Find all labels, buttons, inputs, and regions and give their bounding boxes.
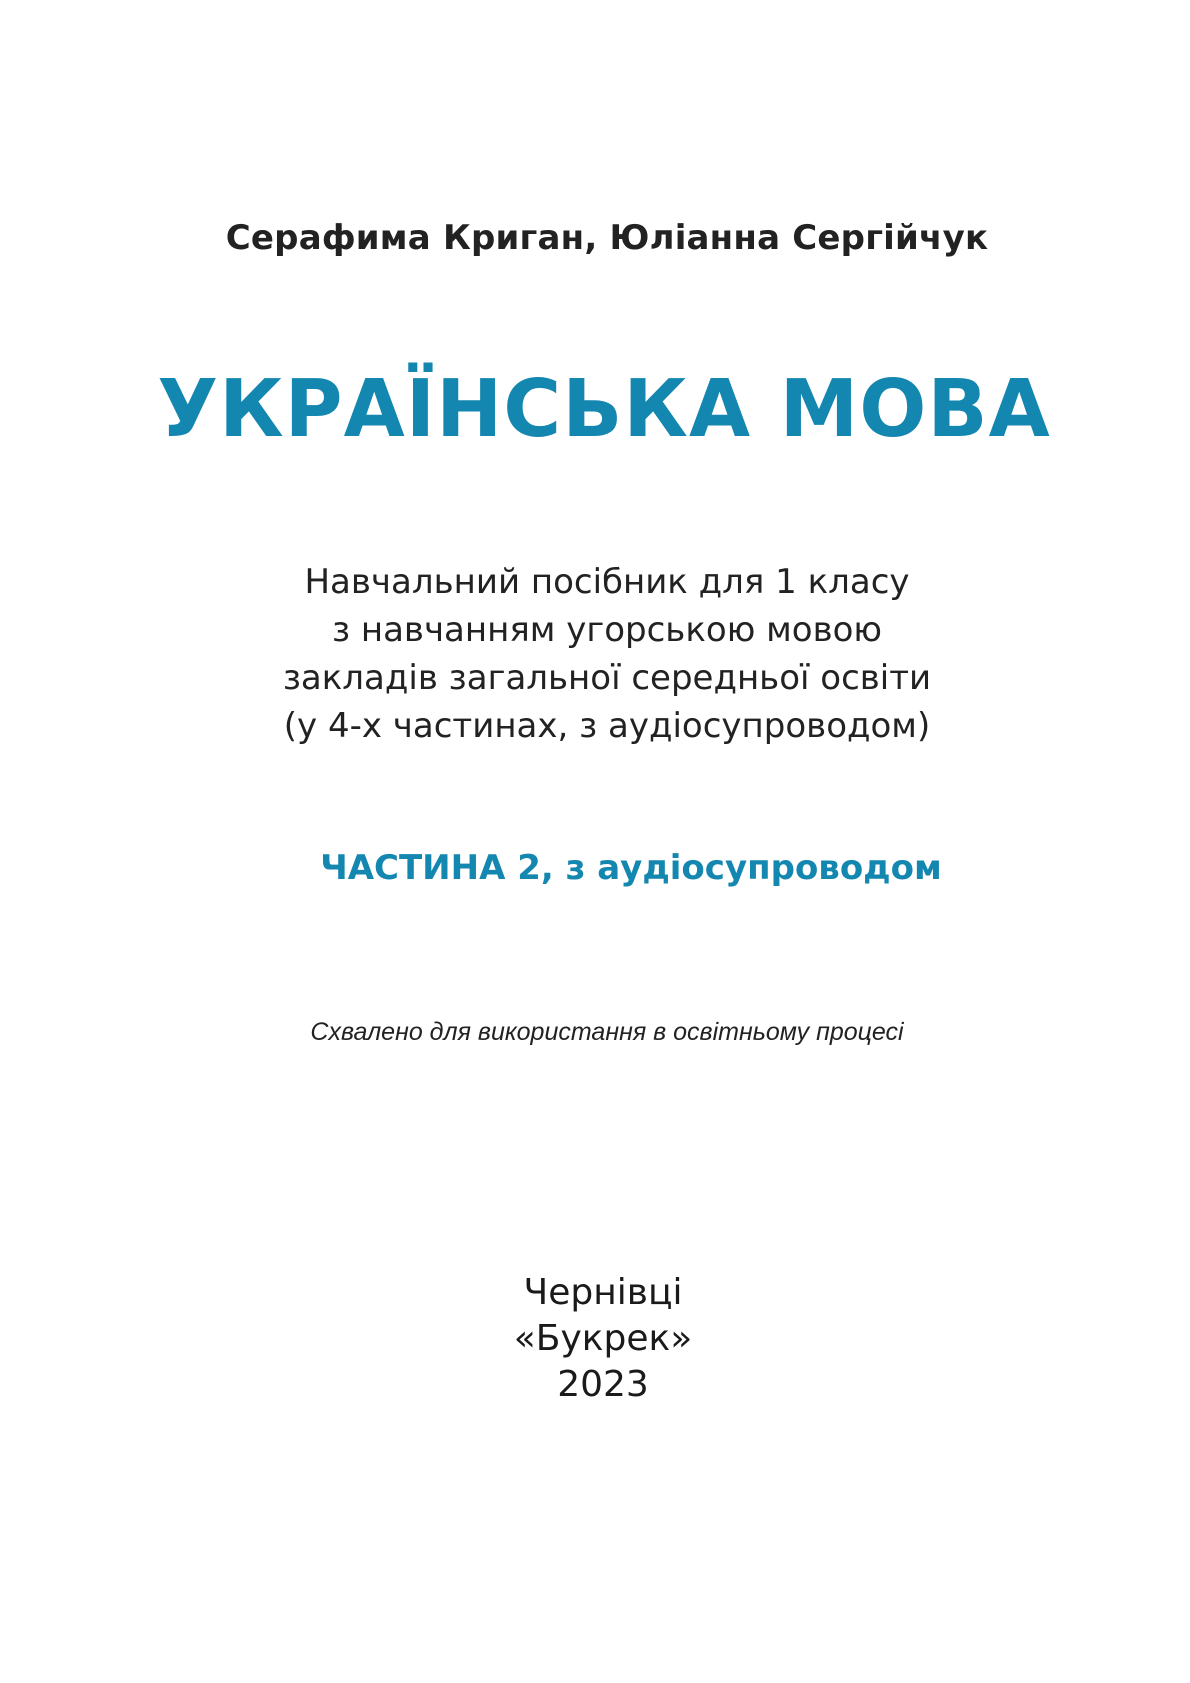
subtitle-line: закладів загальної середньої освіти xyxy=(282,658,932,698)
imprint-city: Чернівці xyxy=(523,1272,683,1313)
subtitle-line: (у 4-х частинах, з аудіосупроводом) xyxy=(283,706,931,746)
book-title: УКРАЇНСЬКА МОВА xyxy=(157,363,1051,455)
publisher-imprint xyxy=(0,1270,1190,1408)
book-authors: Серафима Криган, Юліанна Сергійчук xyxy=(225,218,989,258)
subtitle-line: Навчальний посібник для 1 класу xyxy=(304,562,910,602)
imprint-publisher: «Букрек» xyxy=(513,1318,693,1359)
imprint-year: 2023 xyxy=(557,1364,649,1405)
book-part: ЧАСТИНА 2, з аудіосупроводом xyxy=(320,848,942,888)
book-subtitle xyxy=(0,558,1190,750)
approval-note: Схвалено для використання в освітньому процесі xyxy=(310,1018,904,1046)
subtitle-line: з навчанням угорською мовою xyxy=(331,610,883,650)
